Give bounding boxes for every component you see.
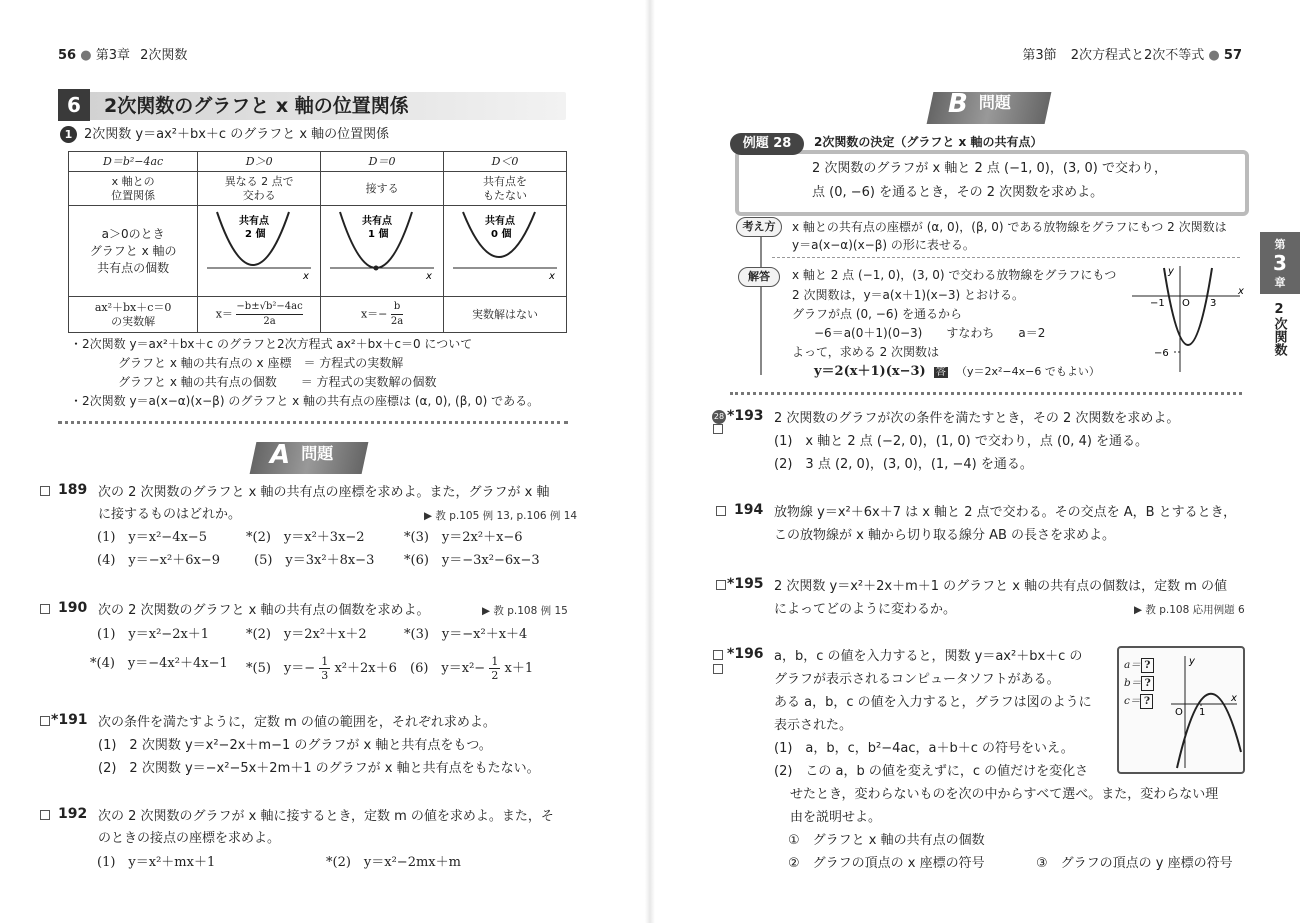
fraction-denominator: 2a: [263, 316, 276, 327]
tick-label: −1: [1150, 298, 1165, 309]
axis-x-label: x: [426, 271, 433, 282]
label-line: ax²＋bx＋c＝0: [94, 300, 172, 314]
example-parabola-graph: [1128, 262, 1248, 374]
note-line: グラフと x 軸の共有点の個数 ＝ 方程式の実数解の個数: [118, 375, 437, 389]
problem-item: *(3) y＝2x²＋x−6: [404, 530, 523, 545]
right-title: 2次方程式と2次不等式: [1070, 48, 1205, 63]
formula-prefix: x＝: [215, 307, 233, 321]
dash-divider: [772, 257, 1240, 258]
bullet-icon: ●: [80, 48, 92, 63]
note-line: ・2次関数 y＝ax²＋bx＋c のグラフと2次方程式 ax²＋bx＋c＝0 について: [70, 337, 473, 351]
axis-x-label: x: [303, 271, 310, 282]
problem-text: 2 次関数 y＝x²＋2x＋m＋1 のグラフと x 軸の共有点の個数は，定数 m の値: [774, 579, 1228, 594]
param-label: a＝: [1124, 659, 1141, 671]
problem-item: (2) 2 次関数 y＝−x²−5x＋2m＋1 のグラフが x 軸と共有点をもたない。: [98, 761, 540, 776]
problem-text: 表示された。: [774, 718, 853, 733]
fraction: [236, 300, 302, 329]
check-box[interactable]: [716, 506, 726, 516]
problem-text: グラフが表示されるコンピュータソフトがある。: [774, 672, 1060, 687]
axis-x-label: x: [1231, 693, 1237, 704]
graph-label: 共有点: [239, 216, 270, 227]
problem-number: *191: [51, 712, 88, 728]
item-tail: x＋1: [504, 661, 534, 676]
axis-x-label: x: [1238, 286, 1244, 297]
problem-item: *(6) y＝−3x²−6x−3: [404, 553, 540, 568]
choice-item: ③ グラフの頂点の y 座標の符号: [1036, 856, 1233, 871]
axis-x-label: x: [549, 271, 555, 282]
summary-table: [68, 151, 567, 333]
problem-item: *(2) y＝x²＋3x−2: [246, 530, 365, 545]
answer-line: −6＝a(0＋1)(0−3) すなわち a＝2: [814, 326, 1046, 340]
problem-number: *195: [727, 576, 764, 592]
problem-text: ある a，b，c の値を入力すると，グラフは図のように: [774, 695, 1092, 710]
tab-subject-line: 次関数: [1271, 317, 1287, 356]
answer-line: グラフが点 (0, −6) を通るから: [792, 307, 962, 321]
problem-item: (1) y＝x²＋mx＋1: [97, 855, 216, 870]
answer-line: x 軸と 2 点 (−1, 0)，(3, 0) で交わる放物線をグラフにもつ: [792, 268, 1117, 282]
formula-cell: [198, 297, 321, 333]
problem-item: *(2) y＝2x²＋x＋2: [246, 627, 367, 642]
problem-item: (1) y＝x²−2x＋1: [97, 627, 210, 642]
left-chapter: 第3章: [95, 48, 130, 63]
graph-label: 0 個: [491, 229, 512, 240]
origin-label: O: [1175, 707, 1183, 718]
label-line: の実数解: [111, 314, 156, 328]
table-cell: [444, 172, 567, 206]
problem-item: *(2) y＝x²−2mx＋m: [326, 855, 461, 870]
kangaekata-label: 考え方: [736, 217, 782, 237]
problem-item: [246, 655, 397, 682]
problem-text: 2 次関数のグラフが次の条件を満たすとき，その 2 次関数を求めよ。: [774, 411, 1180, 426]
b-banner-letter: B: [948, 89, 968, 119]
example-tag: 例題 28: [730, 133, 804, 155]
graph-cell: [444, 206, 567, 297]
problem-text: によってどのように変わるか。: [774, 602, 957, 617]
fraction-numerator: −b±√b²−4ac: [236, 300, 302, 315]
problem-number: 189: [58, 482, 88, 498]
problem-item: *(3) y＝−x²＋x＋4: [404, 627, 528, 642]
subsection-title: 2次関数 y＝ax²＋bx＋c のグラフと x 軸の位置関係: [84, 127, 390, 142]
fraction: [489, 655, 500, 682]
fraction-denominator: 2: [491, 669, 499, 682]
problem-item: (1) 2 次関数 y＝x²−2x＋m−1 のグラフが x 軸と共有点をもつ。: [98, 738, 492, 753]
fraction-denominator: 2a: [390, 316, 404, 327]
check-box[interactable]: [713, 424, 723, 434]
problem-number: *193: [727, 408, 764, 424]
fraction: [319, 655, 330, 682]
example-question: 点 (0, −6) を通るとき，その 2 次関数を求めよ。: [812, 185, 1104, 200]
label-line: 位置関係: [111, 188, 156, 202]
bullet-icon: ●: [1208, 48, 1220, 63]
problem-text: 次の 2 次関数のグラフと x 軸の共有点の座標を求めよ。また，グラフが x 軸: [98, 485, 550, 500]
param-input[interactable]: ?: [1140, 694, 1153, 709]
problem-text: 放物線 y＝x²＋6x＋7 は x 軸と 2 点で交わる。その交点を A，B とするとき，: [774, 505, 1237, 520]
graph-label: 2 個: [245, 229, 266, 240]
problem-item: (4) y＝−x²＋6x−9: [97, 553, 220, 568]
right-page-header: [1022, 44, 1242, 63]
graph-label: 1 個: [368, 229, 389, 240]
item-prefix: (6) y＝x²−: [410, 661, 486, 676]
answer-line: 2 次関数は，y＝a(x＋1)(x−3) とおける。: [792, 288, 1024, 302]
problem-text: a，b，c の値を入力すると，関数 y＝ax²＋bx＋c の: [774, 649, 1083, 664]
kaito-label: 解答: [738, 267, 780, 287]
a-banner-letter: A: [270, 440, 291, 470]
textbook-ref[interactable]: ▶ 教 p.105 例 13, p.106 例 14: [424, 510, 578, 522]
check-box[interactable]: [40, 716, 50, 726]
cell-line: もたない: [483, 188, 528, 202]
table-cell: 接する: [321, 172, 444, 206]
item-tail: x²＋2x＋6: [334, 661, 397, 676]
fraction-numerator: 1: [321, 655, 329, 668]
label-line: a＞0のとき: [101, 226, 165, 241]
label-line: グラフと x 軸の: [89, 243, 177, 258]
tab-line: 章: [1274, 276, 1286, 289]
table-header: D＝b²−4ac: [69, 152, 198, 172]
b-banner: [948, 89, 1011, 119]
table-row-label: [69, 297, 198, 333]
tab-line: 第: [1274, 238, 1286, 251]
note-line: ・2次関数 y＝a(x−α)(x−β) のグラフと x 軸の共有点の座標は (α, 0), (β, 0) である。: [70, 394, 540, 408]
final-alt: （y＝2x²−4x−6 でもよい）: [955, 365, 1100, 378]
left-title: 2次関数: [140, 48, 188, 63]
graph-label: 共有点: [485, 216, 516, 227]
a-banner: [270, 440, 333, 470]
formula-cell: [321, 297, 444, 333]
check-box[interactable]: [716, 580, 726, 590]
tab-subject-line: 2: [1274, 302, 1284, 317]
axis-y-label: y: [1168, 266, 1174, 277]
problem-text: 次の 2 次関数のグラフと x 軸の共有点の個数を求めよ。: [98, 603, 430, 618]
table-header: D＞0: [198, 152, 321, 172]
tab-chapter-number: 3: [1273, 251, 1287, 275]
problem-item: (1) x 軸と 2 点 (−2, 0)，(1, 0) で交わり，点 (0, 4) を通る。: [774, 434, 1149, 449]
problem-number: 190: [58, 600, 88, 616]
final-answer: [814, 363, 1100, 381]
check-box[interactable]: [40, 810, 50, 820]
param-c: [1124, 694, 1153, 709]
table-row-label: [69, 206, 198, 297]
answer-line: よって，求める 2 次関数は: [792, 345, 940, 359]
param-label: c＝: [1124, 695, 1141, 707]
fraction: [391, 300, 403, 329]
param-input[interactable]: ?: [1141, 658, 1154, 673]
parabola-two-points-graph: [199, 206, 319, 292]
graph-cell: [198, 206, 321, 297]
choice-item: ② グラフの頂点の x 座標の符号: [788, 856, 985, 871]
problem-item: (5) y＝3x²＋8x−3: [254, 553, 375, 568]
example-title: 2次関数の決定（グラフと x 軸の共有点）: [814, 135, 1043, 149]
example-link-badge[interactable]: 28: [712, 410, 726, 424]
check-box[interactable]: [713, 664, 723, 674]
page-gutter: [645, 0, 655, 923]
section-title: 2次関数のグラフと x 軸の位置関係: [104, 95, 409, 117]
section-number: 6: [58, 89, 90, 121]
textbook-ref[interactable]: ▶ 教 p.108 応用例題 6: [1134, 604, 1245, 616]
dotted-divider: [730, 392, 1242, 395]
table-header: D＜0: [444, 152, 567, 172]
tick-label: 1: [1199, 707, 1206, 718]
kangaekata-text: y＝a(x−α)(x−β) の形に表せる。: [792, 238, 975, 252]
dotted-divider: [58, 421, 568, 424]
left-page-header: [58, 44, 187, 63]
choice-item: ① グラフと x 軸の共有点の個数: [788, 833, 985, 848]
tick-label: −6: [1154, 348, 1169, 359]
chapter-side-tab[interactable]: [1260, 232, 1300, 294]
check-box[interactable]: [40, 604, 50, 614]
right-section: 第3節: [1022, 48, 1057, 63]
solution-rule: [760, 218, 762, 375]
param-b: [1124, 676, 1154, 691]
table-row-label: [69, 172, 198, 206]
left-page-number: 56: [58, 48, 77, 63]
problem-item: (2) 3 点 (2, 0)，(3, 0)，(1, −4) を通る。: [774, 457, 1033, 472]
check-box[interactable]: [40, 486, 50, 496]
tab-subject: [1264, 302, 1294, 356]
param-label: b＝: [1124, 677, 1142, 689]
problem-text: せたとき，変わらないものを次の中からすべて選べ。また，変わらない理: [790, 787, 1219, 802]
tick-label: 3: [1210, 298, 1217, 309]
problem-number: 192: [58, 806, 88, 822]
kangaekata-text: x 軸との共有点の座標が (α, 0)，(β, 0) である放物線をグラフにもつ 2 次関数は: [792, 220, 1227, 234]
final-formula: y＝2(x＋1)(x−3): [814, 364, 926, 379]
fraction-numerator: 1: [491, 655, 499, 668]
problem-number: *196: [727, 646, 764, 662]
a-banner-text: 問題: [301, 444, 334, 463]
formula-prefix: x＝−: [360, 307, 388, 321]
problem-item: (1) a，b，c，b²−4ac，a＋b＋c の符号をいえ。: [774, 741, 1074, 756]
right-page-number: 57: [1223, 48, 1242, 63]
graph-cell: [321, 206, 444, 297]
problem-text: 次の条件を満たすように，定数 m の値の範囲を，それぞれ求めよ。: [98, 715, 496, 730]
problem-item: [410, 655, 533, 682]
table-cell: [198, 172, 321, 206]
item-prefix: *(5) y＝−: [246, 661, 316, 676]
problem-text: のときの接点の座標を求めよ。: [98, 831, 281, 846]
fraction-numerator: b: [391, 300, 403, 315]
table-cell: 実数解はない: [444, 297, 567, 333]
problem-item: *(4) y＝−4x²＋4x−1: [90, 656, 228, 671]
problem-text: この放物線が x 軸から切り取る線分 AB の長さを求めよ。: [774, 528, 1116, 543]
problem-text: 次の 2 次関数のグラフが x 軸に接するとき，定数 m の値を求めよ。また，そ: [98, 809, 554, 824]
note-line: グラフと x 軸の共有点の x 座標 ＝ 方程式の実数解: [118, 356, 404, 370]
label-line: 共有点の個数: [97, 260, 170, 275]
problem-item: (1) y＝x²−4x−5: [97, 530, 207, 545]
table-header: D＝0: [321, 152, 444, 172]
problem-number: 194: [734, 502, 764, 518]
origin-label: O: [1182, 298, 1190, 309]
problem-text: 由を説明せよ。: [790, 810, 882, 825]
graph-label: 共有点: [362, 216, 393, 227]
b-banner-text: 問題: [978, 93, 1011, 112]
axis-y-label: y: [1189, 656, 1195, 667]
cell-line: 交わる: [242, 188, 276, 202]
example-question: 2 次関数のグラフが x 軸と 2 点 (−1, 0)，(3, 0) で交わり，: [812, 161, 1167, 176]
param-a: [1124, 658, 1154, 673]
param-input[interactable]: ?: [1141, 676, 1154, 691]
cell-line: 共有点を: [483, 174, 528, 188]
label-line: x 軸との: [111, 174, 155, 188]
parabola-no-point-graph: [445, 206, 565, 292]
parabola-one-point-graph: [322, 206, 442, 292]
problem-item: (2) この a，b の値を変えずに，c の値だけを変化さ: [774, 764, 1089, 779]
cell-line: 異なる 2 点で: [224, 174, 294, 188]
answer-mark-icon: 答: [935, 367, 946, 378]
check-box[interactable]: [713, 650, 723, 660]
textbook-ref[interactable]: ▶ 教 p.108 例 15: [482, 605, 568, 617]
subsection-number: 1: [60, 126, 77, 143]
fraction-denominator: 3: [321, 669, 329, 682]
problem-text: に接するものはどれか。: [98, 507, 242, 522]
